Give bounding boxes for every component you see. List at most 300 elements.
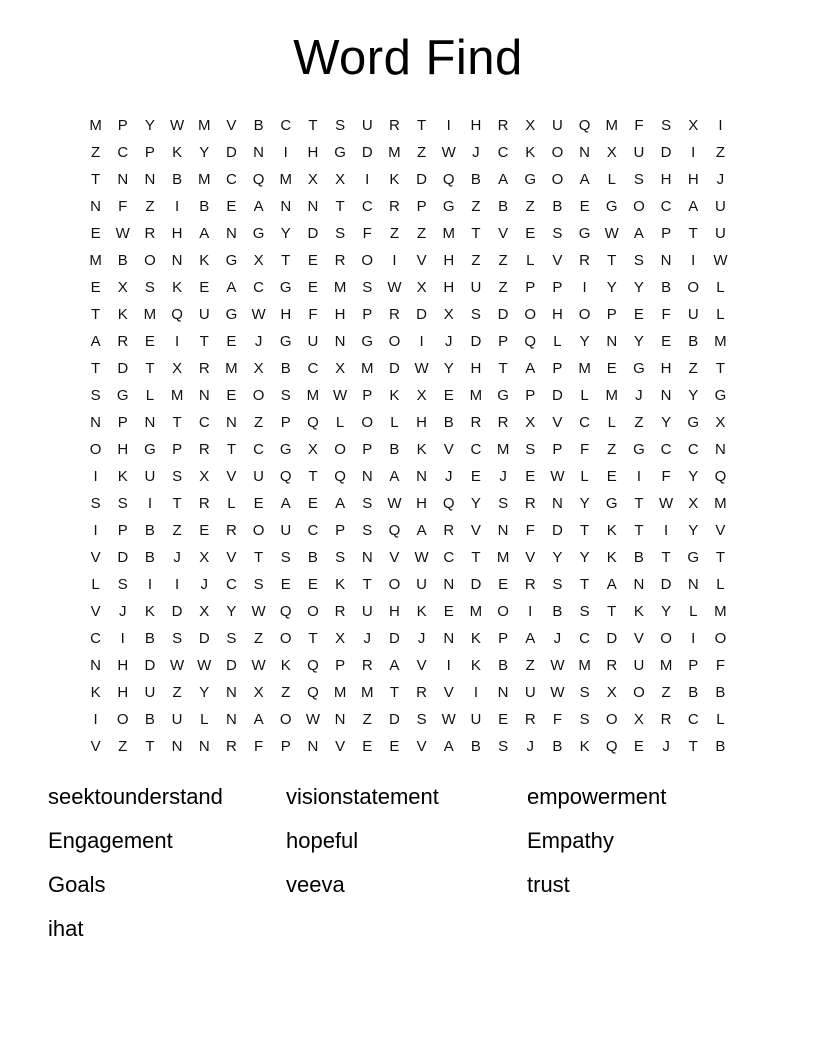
grid-letter: A [253, 198, 264, 215]
grid-letter: G [279, 333, 292, 350]
grid-letter: J [499, 468, 507, 485]
grid-letter: R [198, 441, 210, 458]
grid-letter: M [89, 252, 102, 269]
grid-letter: O [714, 630, 727, 647]
grid-letter: K [199, 252, 210, 269]
grid-letter: M [659, 657, 673, 674]
grid-letter: C [660, 198, 672, 215]
grid-letter: H [388, 603, 400, 620]
grid-letter: T [607, 603, 617, 620]
grid-letter: T [688, 738, 698, 755]
grid-letter: F [552, 711, 562, 728]
grid-letter: W [169, 117, 185, 134]
grid-letter: I [446, 657, 451, 674]
grid-letter: K [470, 657, 481, 674]
grid-letter: R [361, 657, 373, 674]
grid-letter: E [307, 495, 318, 512]
grid-letter: S [552, 225, 563, 242]
grid-letter: M [197, 117, 211, 134]
grid-letter: I [636, 468, 641, 485]
grid-letter: T [688, 225, 698, 242]
grid-letter: V [552, 414, 563, 431]
grid-letter: B [144, 549, 155, 566]
grid-letter: W [550, 684, 565, 701]
grid-letter: X [335, 360, 346, 377]
grid-letter: S [470, 306, 481, 323]
grid-letter: G [252, 225, 265, 242]
grid-row [82, 112, 734, 139]
grid-letter: N [687, 576, 699, 593]
grid-row [82, 625, 734, 652]
grid-letter: I [582, 279, 587, 296]
grid-letter: D [388, 711, 400, 728]
grid-letter: P [498, 333, 509, 350]
grid-letter: A [253, 711, 264, 728]
grid-letter: E [498, 711, 509, 728]
grid-letter: X [307, 441, 318, 458]
grid-letter: V [633, 630, 644, 647]
grid-letter: G [497, 387, 509, 404]
grid-letter: A [335, 495, 346, 512]
grid-letter: M [605, 387, 618, 404]
grid-letter: S [335, 549, 346, 566]
grid-letter: E [470, 468, 481, 485]
grid-letter: Q [605, 738, 618, 755]
grid-letter: D [388, 360, 400, 377]
grid-letter: M [605, 117, 618, 134]
grid-letter: Z [525, 657, 535, 674]
grid-letter: N [606, 333, 618, 350]
grid-letter: G [714, 387, 727, 404]
grid-letter: R [198, 495, 210, 512]
grid-letter: H [280, 306, 292, 323]
grid-letter: Z [172, 522, 182, 539]
grid-letter: I [174, 576, 180, 593]
word-list-item: visionstatement [286, 784, 439, 809]
grid-letter: G [578, 225, 591, 242]
grid-letter: C [361, 198, 373, 215]
grid-letter: A [199, 225, 210, 242]
grid-letter: L [716, 279, 725, 296]
grid-letter: M [197, 171, 211, 188]
grid-letter: Y [661, 603, 672, 620]
grid-letter: M [496, 549, 510, 566]
grid-letter: S [579, 603, 590, 620]
grid-letter: O [144, 252, 156, 269]
grid-letter: P [498, 630, 509, 647]
grid-letter: X [199, 468, 210, 485]
grid-letter: G [605, 495, 618, 512]
grid-letter: Y [579, 495, 590, 512]
grid-letter: N [551, 495, 563, 512]
grid-letter: L [553, 333, 562, 350]
grid-letter: J [444, 468, 453, 485]
grid-letter: W [604, 225, 619, 242]
grid-letter: E [90, 225, 101, 242]
grid-letter: S [661, 117, 672, 134]
grid-row [82, 598, 734, 625]
grid-letter: V [226, 468, 237, 485]
grid-letter: V [470, 522, 481, 539]
grid-letter: S [172, 630, 183, 647]
grid-letter: Q [578, 117, 591, 134]
grid-letter: N [144, 414, 156, 431]
grid-letter: J [662, 738, 670, 755]
grid-letter: Z [688, 360, 698, 377]
grid-letter: V [226, 117, 237, 134]
grid-letter: O [388, 333, 401, 350]
grid-letter: P [688, 657, 699, 674]
grid-letter: S [362, 522, 373, 539]
grid-letter: R [416, 684, 427, 701]
grid-letter: Y [443, 360, 454, 377]
grid-letter: M [714, 495, 727, 512]
grid-letter: F [118, 198, 128, 215]
grid-letter: B [552, 198, 563, 215]
grid-letter: O [252, 387, 265, 404]
grid-letter: C [660, 441, 672, 458]
grid-letter: U [551, 117, 563, 134]
grid-letter: R [470, 414, 482, 431]
grid-row [82, 652, 734, 679]
grid-letter: C [307, 360, 319, 377]
grid-letter: C [497, 144, 509, 161]
grid-letter: E [307, 279, 318, 296]
grid-letter: Z [362, 711, 372, 728]
grid-letter: A [443, 738, 454, 755]
grid-letter: O [551, 171, 564, 188]
grid-letter: X [715, 414, 726, 431]
grid-letter: B [688, 333, 699, 350]
grid-letter: M [170, 387, 184, 404]
grid-letter: E [362, 738, 373, 755]
grid-letter: S [226, 630, 237, 647]
grid-letter: R [497, 414, 509, 431]
grid-letter: W [658, 495, 674, 512]
grid-letter: Y [688, 468, 699, 485]
grid-letter: F [362, 225, 372, 242]
grid-letter: P [552, 279, 563, 296]
grid-letter: V [443, 441, 454, 458]
grid-letter: B [443, 414, 454, 431]
grid-letter: E [226, 387, 237, 404]
grid-letter: L [716, 711, 725, 728]
grid-letter: T [471, 549, 481, 566]
grid-letter: M [360, 684, 374, 701]
grid-row [82, 274, 734, 301]
grid-letter: Z [90, 144, 101, 161]
grid-letter: O [524, 306, 537, 323]
grid-letter: K [525, 144, 536, 161]
grid-letter: Z [281, 684, 291, 701]
grid-letter: E [199, 279, 210, 296]
grid-letter: Y [226, 603, 237, 620]
grid-letter: K [606, 522, 617, 539]
grid-letter: O [116, 711, 129, 728]
grid-row [82, 247, 734, 274]
grid-letter: K [144, 603, 155, 620]
grid-letter: X [253, 360, 264, 377]
grid-letter: P [117, 414, 128, 431]
word-list-item: seektounderstand [48, 784, 223, 809]
grid-letter: I [691, 252, 696, 269]
grid-letter: S [525, 441, 536, 458]
grid-letter: G [687, 414, 700, 431]
grid-letter: N [90, 657, 101, 674]
grid-letter: X [253, 252, 264, 269]
grid-letter: O [551, 144, 564, 161]
grid-letter: X [199, 603, 210, 620]
grid-letter: K [280, 657, 291, 674]
grid-letter: J [526, 738, 534, 755]
grid-letter: M [89, 117, 102, 134]
grid-letter: L [607, 171, 616, 188]
grid-letter: A [90, 333, 101, 350]
grid-letter: W [441, 711, 456, 728]
grid-letter: J [472, 144, 480, 161]
grid-letter: K [470, 630, 481, 647]
grid-letter: Y [606, 279, 617, 296]
grid-letter: G [225, 306, 238, 323]
grid-letter: D [416, 306, 427, 323]
grid-letter: V [416, 252, 427, 269]
word-list-item: trust [527, 872, 570, 897]
grid-letter: Z [118, 738, 128, 755]
grid-letter: B [470, 171, 481, 188]
grid-letter: L [716, 306, 725, 323]
grid-letter: A [525, 630, 536, 647]
grid-letter: V [525, 549, 536, 566]
grid-letter: R [388, 306, 400, 323]
grid-letter: B [552, 603, 563, 620]
grid-letter: I [392, 252, 397, 269]
grid-letter: A [525, 360, 536, 377]
grid-row [82, 544, 734, 571]
grid-letter: A [416, 522, 427, 539]
grid-letter: W [414, 360, 429, 377]
grid-letter: T [172, 414, 182, 431]
grid-letter: H [470, 360, 482, 377]
grid-letter: N [497, 522, 509, 539]
grid-letter: P [280, 738, 291, 755]
grid-letter: X [199, 549, 210, 566]
grid-letter: B [307, 549, 318, 566]
grid-letter: Z [471, 252, 481, 269]
grid-letter: B [470, 738, 481, 755]
grid-letter: W [387, 495, 402, 512]
grid-letter: L [390, 414, 399, 431]
grid-letter: E [525, 225, 536, 242]
grid-letter: G [225, 252, 238, 269]
grid-letter: R [579, 252, 590, 269]
grid-letter: N [361, 549, 373, 566]
grid-letter: C [579, 630, 590, 647]
grid-letter: I [419, 333, 424, 350]
grid-letter: D [225, 144, 237, 161]
grid-letter: O [334, 441, 346, 458]
grid-letter: X [525, 414, 536, 431]
grid-letter: C [443, 549, 455, 566]
grid-letter: E [90, 279, 101, 296]
grid-letter: E [579, 198, 590, 215]
grid-letter: N [117, 171, 129, 188]
grid-letter: X [416, 387, 427, 404]
grid-letter: S [416, 711, 427, 728]
grid-letter: S [498, 738, 509, 755]
grid-letter: K [606, 549, 617, 566]
grid-letter: O [633, 684, 645, 701]
grid-letter: O [605, 711, 618, 728]
grid-letter: Z [661, 684, 671, 701]
grid-letter: E [525, 468, 536, 485]
grid-letter: S [362, 495, 373, 512]
grid-letter: V [552, 252, 563, 269]
grid-letter: V [416, 738, 427, 755]
grid-letter: D [551, 522, 563, 539]
grid-letter: E [633, 738, 644, 755]
grid-letter: S [117, 576, 128, 593]
grid-letter: P [335, 657, 346, 674]
grid-letter: U [687, 306, 699, 323]
grid-letter: M [469, 603, 483, 620]
grid-letter: L [145, 387, 155, 404]
grid-letter: D [225, 657, 237, 674]
grid-letter: S [144, 279, 155, 296]
grid-letter: A [688, 198, 699, 215]
grid-letter: N [660, 252, 672, 269]
grid-letter: V [335, 738, 346, 755]
grid-letter: U [144, 684, 156, 701]
grid-letter: R [225, 738, 237, 755]
grid-letter: X [117, 279, 128, 296]
grid-letter: S [362, 279, 373, 296]
grid-letter: H [117, 684, 129, 701]
grid-letter: T [661, 549, 671, 566]
grid-letter: N [225, 414, 237, 431]
grid-letter: Q [442, 495, 455, 512]
grid-letter: W [305, 711, 320, 728]
grid-letter: J [254, 333, 263, 350]
grid-letter: X [335, 171, 346, 188]
grid-letter: U [171, 711, 183, 728]
grid-letter: W [169, 657, 185, 674]
grid-letter: S [498, 495, 509, 512]
grid-letter: Y [688, 387, 699, 404]
grid-letter: K [172, 279, 183, 296]
grid-letter: X [525, 117, 536, 134]
grid-letter: E [633, 306, 644, 323]
grid-letter: P [280, 414, 291, 431]
grid-letter: Y [144, 117, 155, 134]
grid-letter: M [578, 657, 591, 674]
grid-letter: K [416, 603, 427, 620]
grid-letter: H [443, 279, 455, 296]
grid-letter: R [660, 711, 672, 728]
grid-letter: Z [471, 198, 481, 215]
grid-letter: H [416, 414, 427, 431]
grid-letter: B [172, 171, 183, 188]
grid-letter: Q [334, 468, 346, 485]
grid-letter: F [579, 441, 590, 458]
grid-letter: P [525, 279, 536, 296]
grid-letter: W [441, 144, 456, 161]
grid-letter: H [443, 252, 455, 269]
grid-letter: X [606, 684, 617, 701]
grid-letter: K [416, 441, 427, 458]
grid-letter: B [117, 252, 128, 269]
grid-letter: B [552, 738, 563, 755]
grid-letter: Q [714, 468, 727, 485]
grid-letter: I [473, 684, 478, 701]
grid-letter: U [307, 333, 319, 350]
grid-letter: I [93, 522, 98, 539]
grid-letter: O [361, 414, 374, 431]
grid-letter: T [308, 468, 318, 485]
grid-letter: Z [172, 684, 182, 701]
grid-letter: L [689, 603, 698, 620]
grid-letter: W [115, 225, 130, 242]
grid-letter: C [225, 576, 237, 593]
grid-letter: H [171, 225, 183, 242]
word-list-item: Engagement [48, 828, 173, 853]
grid-row [82, 490, 734, 517]
grid-letter: Y [470, 495, 481, 512]
grid-letter: U [470, 711, 482, 728]
grid-letter: I [147, 576, 152, 593]
grid-letter: T [362, 576, 372, 593]
grid-letter: D [606, 630, 618, 647]
grid-letter: P [362, 441, 373, 458]
grid-letter: F [715, 657, 725, 674]
grid-letter: N [660, 387, 672, 404]
grid-letter: O [578, 306, 591, 323]
grid-letter: I [120, 630, 125, 647]
grid-letter: Y [280, 225, 291, 242]
grid-letter: I [147, 495, 152, 512]
grid-letter: R [117, 333, 129, 350]
grid-letter: E [199, 522, 210, 539]
grid-letter: T [389, 684, 399, 701]
grid-letter: B [688, 684, 699, 701]
grid-letter: C [280, 117, 292, 134]
grid-letter: D [551, 387, 563, 404]
grid-letter: Q [171, 306, 183, 323]
grid-letter: Z [525, 198, 535, 215]
grid-letter: I [174, 198, 180, 215]
grid-letter: C [117, 144, 129, 161]
grid-letter: Y [661, 414, 672, 431]
grid-letter: W [197, 657, 212, 674]
grid-letter: N [361, 468, 373, 485]
grid-letter: O [660, 630, 672, 647]
grid-letter: B [715, 738, 726, 755]
grid-letter: N [497, 684, 509, 701]
grid-letter: K [117, 306, 128, 323]
grid-letter: I [663, 522, 669, 539]
grid-letter: T [90, 360, 101, 377]
grid-letter: X [443, 306, 454, 323]
grid-letter: M [496, 441, 510, 458]
grid-letter: N [334, 333, 346, 350]
grid-letter: D [171, 603, 183, 620]
grid-letter: U [470, 279, 482, 296]
grid-letter: H [307, 144, 319, 161]
grid-letter: L [91, 576, 100, 593]
grid-letter: N [171, 252, 183, 269]
grid-letter: O [388, 576, 401, 593]
grid-letter: Q [442, 171, 455, 188]
grid-letter: J [553, 630, 562, 647]
